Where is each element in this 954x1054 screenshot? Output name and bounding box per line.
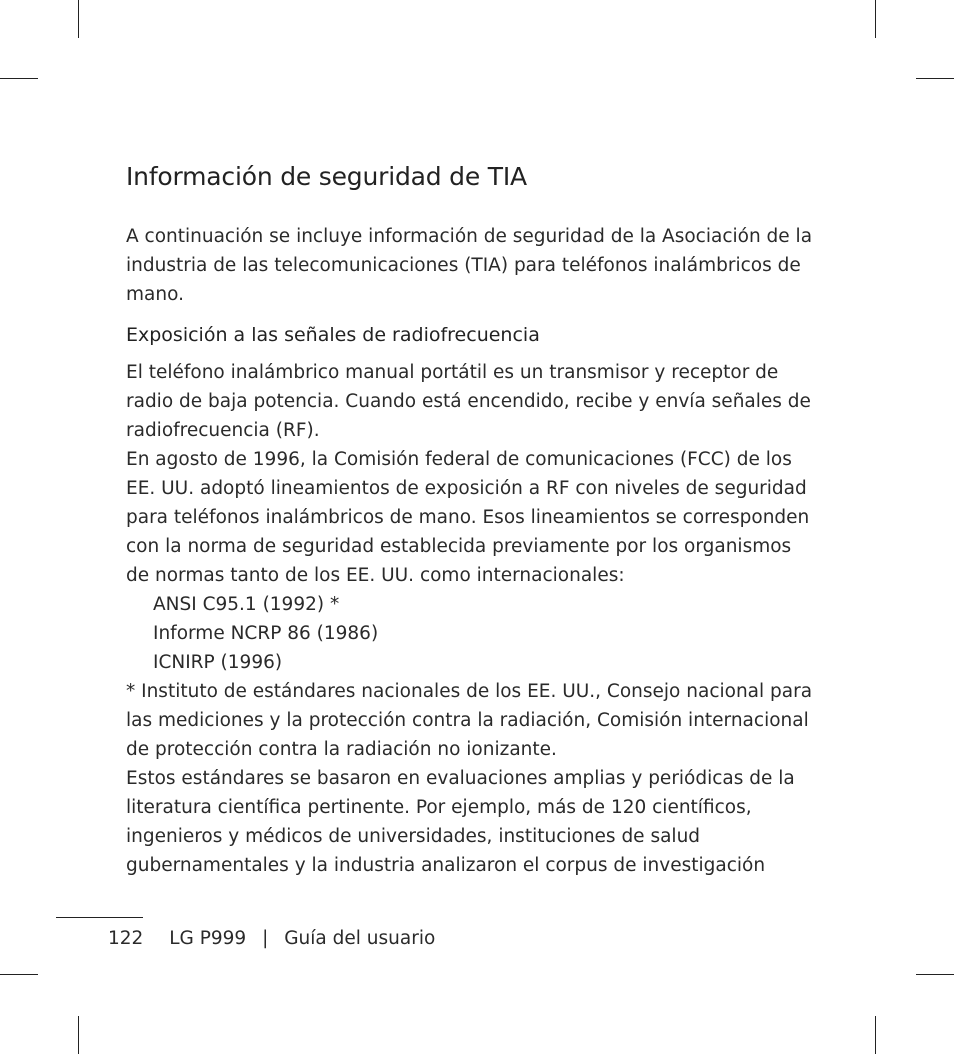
crop-mark-left-top xyxy=(0,78,38,79)
body-paragraph: El teléfono inalámbrico manual portátil es un transmisor y receptor de radio de baja potencia. Cuando está encendido, recibe y envía señales de radiofrecuencia (RF). xyxy=(126,362,811,441)
footer-model: LG P999 xyxy=(169,928,247,949)
crop-mark-top-left xyxy=(78,0,79,38)
crop-mark-top-right xyxy=(875,0,876,38)
standard-item: ICNIRP (1996) xyxy=(153,652,283,673)
crop-mark-bottom-right xyxy=(875,1016,876,1054)
footnote-paragraph: * Instituto de estándares nacionales de los EE. UU., Consejo nacional para las mediciones y la protección contra la radiación, Comisión internacional de protección contra la radiación no ionizante. xyxy=(126,681,813,760)
standard-item: ANSI C95.1 (1992) * xyxy=(153,594,340,615)
page-title: Información de seguridad de TIA xyxy=(126,162,527,191)
page-number: 122 xyxy=(108,928,144,949)
crop-mark-right-top xyxy=(916,78,954,79)
footer-separator: | xyxy=(262,928,269,949)
body-paragraph: Estos estándares se basaron en evaluaciones amplias y periódicas de la literatura científica pertinente. Por ejemplo, más de 120 científicos, ingenieros y médicos de universidades, instituciones de salud gubernamentales y la industria analizaron el corpus de investigación xyxy=(126,768,795,876)
intro-paragraph: A continuación se incluye información de seguridad de la Asociación de la industria de las telecomunicaciones (TIA) para teléfonos inalámbricos de mano. xyxy=(126,226,813,305)
section-body xyxy=(126,358,816,880)
standard-item: Informe NCRP 86 (1986) xyxy=(153,623,379,644)
crop-mark-right-bottom xyxy=(916,974,954,975)
crop-mark-left-bottom xyxy=(0,974,38,975)
crop-mark-bottom-left xyxy=(78,1016,79,1054)
section-heading: Exposición a las señales de radiofrecuencia xyxy=(126,324,540,346)
footer-guide: Guía del usuario xyxy=(284,928,436,949)
body-paragraph: En agosto de 1996, la Comisión federal de comunicaciones (FCC) de los EE. UU. adoptó lineamientos de exposición a RF con niveles de seguridad para teléfonos inalámbricos de mano. Esos lineamientos se corresponden con la norma de seguridad establecida previamente por los organismos de normas tanto de los EE. UU. como internacionales: xyxy=(126,449,810,586)
page-footer xyxy=(108,928,435,949)
footer-rule xyxy=(56,917,143,918)
